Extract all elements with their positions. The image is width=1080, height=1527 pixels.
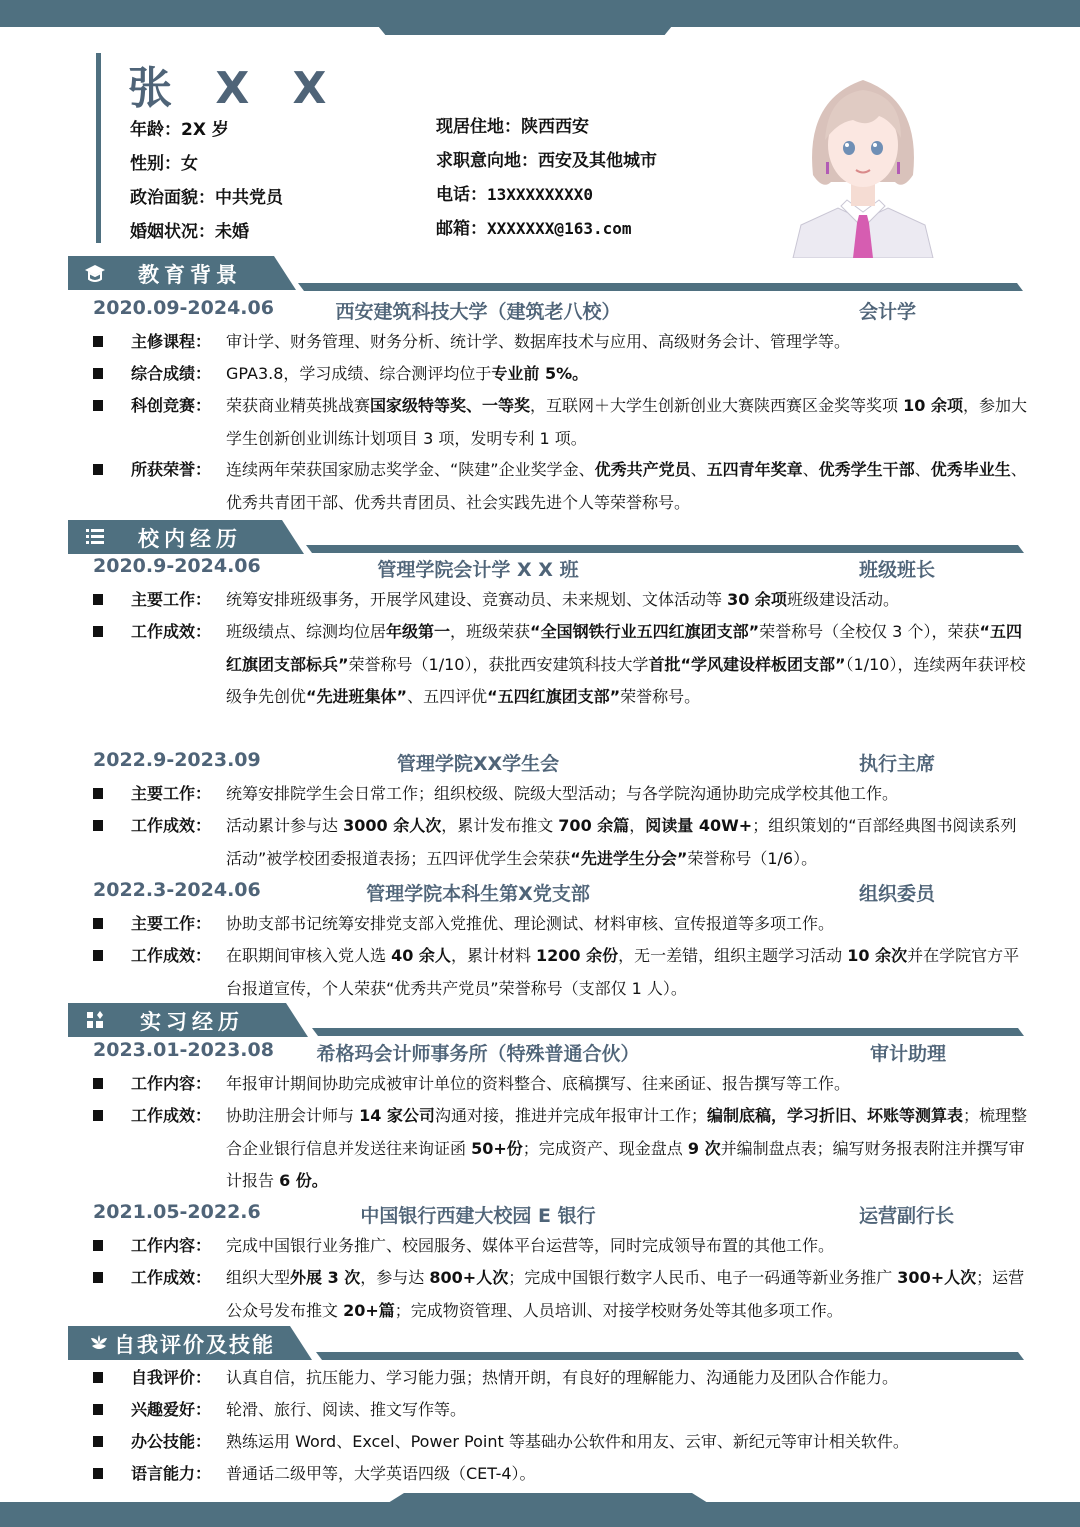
education-entry-header (93, 297, 993, 327)
info-age: 年龄：2X 岁 (130, 120, 229, 140)
info-target-city: 求职意向地：西安及其他城市 (436, 151, 657, 171)
bullet-square-icon (93, 820, 103, 831)
bullet-square-icon (93, 464, 103, 475)
campus-entry-header (93, 879, 993, 909)
info-gender: 性别：女 (130, 154, 198, 174)
bullet-square-icon (93, 336, 103, 347)
top-banner (0, 0, 1080, 27)
bullet-item: 所获荣誉： 连续两年荣获国家励志奖学金、“陕建”企业奖学金、优秀共产党员、五四青年奖章、优秀学生干部、优秀毕业生、优秀共青团干部、优秀共青团员、社会实践先进个人等荣誉称号。 (93, 454, 1028, 519)
section-rule (298, 283, 1023, 291)
bullet-square-icon (93, 788, 103, 799)
graduation-cap-icon (84, 262, 106, 284)
bullet-square-icon (93, 1404, 103, 1415)
list-icon (84, 526, 106, 548)
info-email: 邮箱：XXXXXXX@163.com (436, 219, 632, 239)
entry-organization: 希格玛会计师事务所（特殊普通合伙） (316, 1043, 640, 1065)
bullet-square-icon (93, 1078, 103, 1089)
section-title: 自我评价及技能 (114, 1333, 275, 1357)
entry-organization: 管理学院会计学 X X 班 (377, 559, 579, 581)
bullet-item: 兴趣爱好： 轮滑、旅行、阅读、推文写作等。 (93, 1394, 1028, 1427)
bullet-item: 自我评价： 认真自信，抗压能力、学习能力强；热情开朗，有良好的理解能力、沟通能力及团队合作能力。 (93, 1362, 1028, 1395)
entry-role: 执行主席 (859, 753, 936, 775)
bullet-item: 主要工作： 协助支部书记统筹安排党支部入党推优、理论测试、材料审核、宣传报道等多项工作。 (93, 908, 1028, 941)
campus-entry-header (93, 749, 993, 779)
entry-date: 2022.9-2023.09 (93, 749, 261, 771)
bullet-square-icon (93, 1468, 103, 1479)
entry-organization: 中国银行西建大校园 E 银行 (360, 1205, 596, 1227)
section-rule (306, 545, 1024, 553)
internship-entry-header (93, 1039, 993, 1069)
section-title: 实习经历 (140, 1010, 244, 1034)
info-marital-status: 婚姻状况：未婚 (130, 222, 249, 242)
bullet-item: 工作成效： 协助注册会计师与 14 家公司沟通对接，推进并完成年报审计工作；编制底稿，学习折旧、坏账等测算表；梳理整合企业银行信息并发送往来询证函 50+份；完成资产、现金盘点 9 次并编制盘点表；编写财务报表附注并撰写审计报告 6 份。 (93, 1100, 1028, 1198)
personal-info-right (436, 110, 657, 246)
entry-organization: 管理学院本科生第X党支部 (366, 883, 590, 905)
profile-photo (783, 50, 943, 258)
top-banner-tab (378, 26, 672, 35)
entry-role: 运营副行长 (859, 1205, 955, 1227)
info-phone: 电话：13XXXXXXXX0 (436, 185, 593, 205)
bullet-square-icon (93, 626, 103, 637)
bullet-item: 工作成效： 活动累计参与达 3000 余人次，累计发布推文 700 余篇，阅读量 40W+；组织策划的“百部经典图书阅读系列活动”被学校团委报道表扬；五四评优学生会荣获“先进学生分会”荣誉称号（1/6）。 (93, 810, 1028, 875)
bullet-square-icon (93, 918, 103, 929)
bullet-item: 综合成绩： GPA3.8，学习成绩、综合测评均位于专业前 5%。 (93, 358, 1028, 391)
section-header-campus (68, 520, 1028, 554)
section-rule (312, 1028, 1024, 1036)
bullet-square-icon (93, 1272, 103, 1283)
section-rule (316, 1352, 1024, 1360)
section-title: 校内经历 (138, 527, 242, 551)
bullet-item: 科创竞赛： 荣获商业精英挑战赛国家级特等奖、一等奖，互联网＋大学生创新创业大赛陕西赛区金奖等奖项 10 余项，参加大学生创新创业训练计划项目 3 项，发明专利 1 项。 (93, 390, 1028, 455)
bullet-square-icon (93, 1240, 103, 1251)
bullet-item: 主要工作： 统筹安排院学生会日常工作；组织校级、院级大型活动；与各学院沟通协助完成学校其他工作。 (93, 778, 1028, 811)
entry-role: 组织委员 (859, 883, 936, 905)
bullet-item: 语言能力： 普通话二级甲等，大学英语四级（CET-4）。 (93, 1458, 1028, 1491)
info-residence: 现居住地：陕西西安 (436, 117, 589, 137)
bullet-square-icon (93, 1110, 103, 1121)
entry-organization: 管理学院XX学生会 (396, 753, 560, 775)
bullet-square-icon (93, 594, 103, 605)
info-political-status: 政治面貌：中共党员 (130, 188, 283, 208)
grid-icon (84, 1009, 106, 1031)
name-accent-rule (96, 53, 101, 243)
personal-info-left (130, 113, 283, 249)
avatar-illustration-icon (783, 50, 943, 258)
entry-date: 2023.01-2023.08 (93, 1039, 274, 1061)
section-header-internship (68, 1003, 1028, 1037)
entry-date: 2020.09-2024.06 (93, 297, 274, 319)
bullet-item: 工作内容： 完成中国银行业务推广、校园服务、媒体平台运营等，同时完成领导布置的其他工作。 (93, 1230, 1028, 1263)
section-title: 教育背景 (138, 263, 242, 287)
entry-date: 2020.9-2024.06 (93, 555, 261, 577)
bullet-square-icon (93, 1436, 103, 1447)
bullet-item: 主修课程： 审计学、财务管理、财务分析、统计学、数据库技术与应用、高级财务会计、管理学等。 (93, 326, 1028, 359)
section-header-self-evaluation (68, 1326, 1028, 1360)
bullet-item: 工作内容： 年报审计期间协助完成被审计单位的资料整合、底稿撰写、往来函证、报告撰写等工作。 (93, 1068, 1028, 1101)
bullet-square-icon (93, 400, 103, 411)
bullet-square-icon (93, 950, 103, 961)
entry-role: 审计助理 (870, 1043, 947, 1065)
bullet-item: 办公技能： 熟练运用 Word、Excel、Power Point 等基础办公软件和用友、云审、新纪元等审计相关软件。 (93, 1426, 1028, 1459)
bullet-item: 工作成效： 在职期间审核入党人选 40 余人，累计材料 1200 余份，无一差错，组织主题学习活动 10 余次并在学院官方平台报道宣传，个人荣获“优秀共产党员”荣誉称号（支部仅 1 人）。 (93, 940, 1028, 1005)
entry-date: 2022.3-2024.06 (93, 879, 261, 901)
entry-organization: 西安建筑科技大学（建筑老八校） (335, 301, 621, 323)
entry-role: 班级班长 (859, 559, 936, 581)
bullet-item: 工作成效： 班级绩点、综测均位居年级第一，班级荣获“全国钢铁行业五四红旗团支部”荣誉称号（全校仅 3 个），荣获“五四红旗团支部标兵”荣誉称号（1/10），获批西安建筑科技大学首批“学风建设样板团支部”（1/10），连续两年获评校级争先创优“先进班集体”、五四评优“五四红旗团支部”荣誉称号。 (93, 616, 1028, 714)
candidate-name: 张 X X (128, 63, 341, 114)
bullet-item: 工作成效： 组织大型外展 3 次，参与达 800+人次；完成中国银行数字人民币、电子一码通等新业务推广 300+人次；运营公众号发布推文 20+篇；完成物资管理、人员培训、对接学校财务处等其他多项工作。 (93, 1262, 1028, 1327)
bullet-item: 主要工作： 统筹安排班级事务，开展学风建设、竞赛动员、未来规划、文体活动等 30 余项班级建设活动。 (93, 584, 1028, 617)
bullet-square-icon (93, 1372, 103, 1383)
internship-entry-header (93, 1201, 993, 1231)
campus-entry-header (93, 555, 993, 585)
section-header-education (68, 256, 1028, 290)
bottom-banner (0, 1502, 1080, 1527)
entry-date: 2021.05-2022.6 (93, 1201, 261, 1223)
bullet-square-icon (93, 368, 103, 379)
entry-role: 会计学 (859, 301, 917, 323)
flower-icon (88, 1332, 110, 1354)
